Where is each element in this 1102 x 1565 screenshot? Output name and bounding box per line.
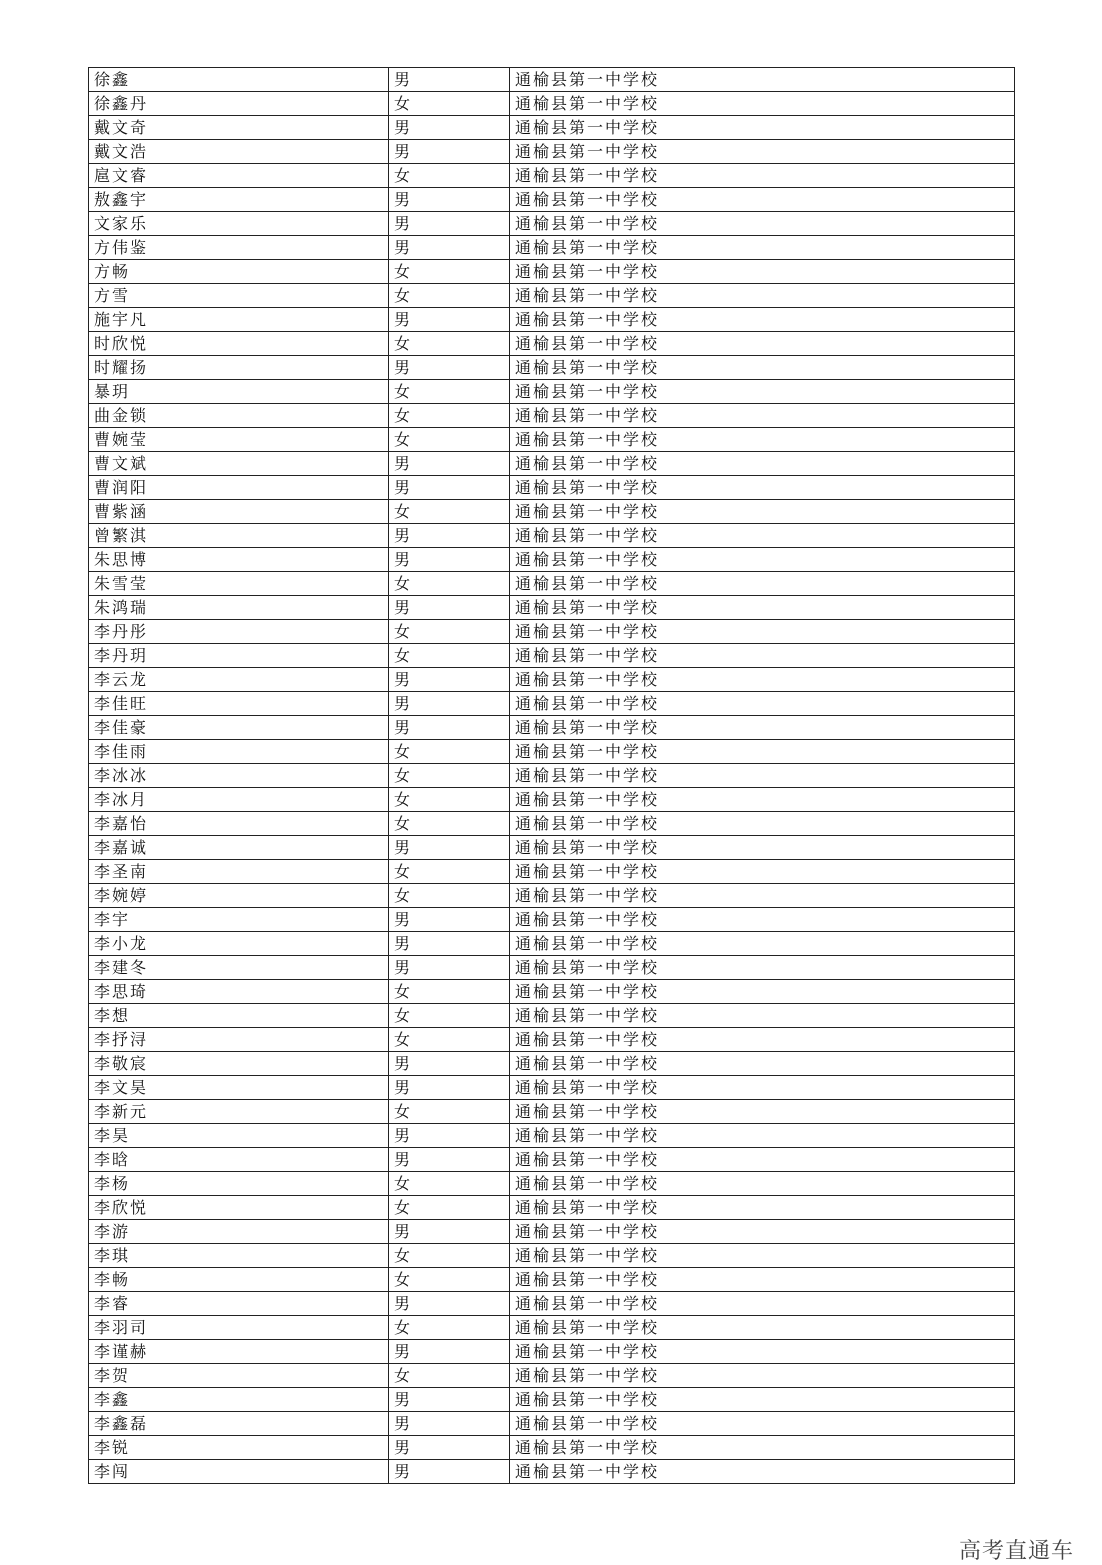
gender-cell: 男 [389,1292,510,1316]
gender-cell: 男 [389,116,510,140]
student-name-cell: 扈文睿 [89,164,389,188]
table-row [89,596,1015,620]
gender-cell: 男 [389,356,510,380]
school-cell: 通榆县第一中学校 [510,1268,1015,1292]
table-row [89,1412,1015,1436]
gender-cell: 男 [389,452,510,476]
gender-cell: 男 [389,908,510,932]
school-cell: 通榆县第一中学校 [510,1052,1015,1076]
table-row [89,524,1015,548]
gender-cell: 男 [389,1052,510,1076]
table-row [89,668,1015,692]
school-cell: 通榆县第一中学校 [510,1172,1015,1196]
gender-cell: 女 [389,428,510,452]
student-name-cell: 李闯 [89,1460,389,1484]
table-row [89,1004,1015,1028]
school-cell: 通榆县第一中学校 [510,1412,1015,1436]
table-row [89,812,1015,836]
school-cell: 通榆县第一中学校 [510,1316,1015,1340]
student-name-cell: 敖鑫宇 [89,188,389,212]
student-name-cell: 李丹玥 [89,644,389,668]
table-row [89,956,1015,980]
gender-cell: 男 [389,596,510,620]
school-cell: 通榆县第一中学校 [510,140,1015,164]
student-name-cell: 李琪 [89,1244,389,1268]
table-row [89,1148,1015,1172]
gender-cell: 男 [389,836,510,860]
school-cell: 通榆县第一中学校 [510,932,1015,956]
student-name-cell: 曹润阳 [89,476,389,500]
table-row [89,356,1015,380]
student-name-cell: 朱鸿瑞 [89,596,389,620]
table-row [89,980,1015,1004]
gender-cell: 男 [389,1460,510,1484]
table-row [89,68,1015,92]
table-row [89,1460,1015,1484]
gender-cell: 男 [389,1388,510,1412]
school-cell: 通榆县第一中学校 [510,356,1015,380]
student-name-cell: 李佳豪 [89,716,389,740]
table-row [89,1436,1015,1460]
gender-cell: 女 [389,500,510,524]
school-cell: 通榆县第一中学校 [510,284,1015,308]
school-cell: 通榆县第一中学校 [510,68,1015,92]
gender-cell: 男 [389,236,510,260]
student-name-cell: 李圣南 [89,860,389,884]
table-row [89,236,1015,260]
student-name-cell: 李羽司 [89,1316,389,1340]
gender-cell: 男 [389,212,510,236]
student-name-cell: 文家乐 [89,212,389,236]
gender-cell: 男 [389,1076,510,1100]
school-cell: 通榆县第一中学校 [510,956,1015,980]
student-name-cell: 李想 [89,1004,389,1028]
gender-cell: 女 [389,788,510,812]
student-name-cell: 徐鑫丹 [89,92,389,116]
school-cell: 通榆县第一中学校 [510,1340,1015,1364]
school-cell: 通榆县第一中学校 [510,1196,1015,1220]
gender-cell: 女 [389,740,510,764]
gender-cell: 男 [389,548,510,572]
gender-cell: 女 [389,380,510,404]
gender-cell: 女 [389,1028,510,1052]
gender-cell: 女 [389,1196,510,1220]
gender-cell: 女 [389,284,510,308]
gender-cell: 女 [389,884,510,908]
gender-cell: 男 [389,476,510,500]
student-name-cell: 李鑫 [89,1388,389,1412]
student-name-cell: 李晗 [89,1148,389,1172]
student-name-cell: 李游 [89,1220,389,1244]
student-name-cell: 李畅 [89,1268,389,1292]
table-row [89,1340,1015,1364]
table-row [89,284,1015,308]
gender-cell: 男 [389,1436,510,1460]
table-row [89,1172,1015,1196]
gender-cell: 男 [389,1220,510,1244]
school-cell: 通榆县第一中学校 [510,164,1015,188]
gender-cell: 女 [389,812,510,836]
table-row [89,452,1015,476]
student-name-cell: 李婉婷 [89,884,389,908]
table-row [89,764,1015,788]
school-cell: 通榆县第一中学校 [510,212,1015,236]
gender-cell: 女 [389,1364,510,1388]
table-row [89,1292,1015,1316]
student-name-cell: 朱雪莹 [89,572,389,596]
school-cell: 通榆县第一中学校 [510,452,1015,476]
table-row [89,260,1015,284]
school-cell: 通榆县第一中学校 [510,716,1015,740]
school-cell: 通榆县第一中学校 [510,836,1015,860]
school-cell: 通榆县第一中学校 [510,236,1015,260]
student-name-cell: 李丹彤 [89,620,389,644]
student-name-cell: 方畅 [89,260,389,284]
school-cell: 通榆县第一中学校 [510,1364,1015,1388]
school-cell: 通榆县第一中学校 [510,692,1015,716]
table-row [89,620,1015,644]
table-row [89,1388,1015,1412]
student-roster-table [88,67,1015,1484]
gender-cell: 男 [389,68,510,92]
student-name-cell: 方伟鉴 [89,236,389,260]
student-name-cell: 李欣悦 [89,1196,389,1220]
gender-cell: 女 [389,1100,510,1124]
table-row [89,1244,1015,1268]
student-name-cell: 李敬宸 [89,1052,389,1076]
gender-cell: 男 [389,524,510,548]
student-name-cell: 李锐 [89,1436,389,1460]
student-name-cell: 戴文奇 [89,116,389,140]
table-row [89,380,1015,404]
roster-body [89,68,1015,1484]
school-cell: 通榆县第一中学校 [510,788,1015,812]
table-row [89,716,1015,740]
table-row [89,836,1015,860]
table-row [89,428,1015,452]
school-cell: 通榆县第一中学校 [510,1244,1015,1268]
student-name-cell: 李冰月 [89,788,389,812]
table-row [89,860,1015,884]
student-name-cell: 曹文斌 [89,452,389,476]
student-name-cell: 李新元 [89,1100,389,1124]
student-name-cell: 李佳旺 [89,692,389,716]
school-cell: 通榆县第一中学校 [510,380,1015,404]
school-cell: 通榆县第一中学校 [510,620,1015,644]
watermark-text: 高考直通车 [958,1539,1074,1564]
school-cell: 通榆县第一中学校 [510,1292,1015,1316]
student-name-cell: 李文昊 [89,1076,389,1100]
gender-cell: 女 [389,92,510,116]
table-row [89,692,1015,716]
table-row [89,644,1015,668]
school-cell: 通榆县第一中学校 [510,884,1015,908]
table-row [89,188,1015,212]
student-name-cell: 时欣悦 [89,332,389,356]
student-name-cell: 暴玥 [89,380,389,404]
student-name-cell: 李佳雨 [89,740,389,764]
gender-cell: 男 [389,308,510,332]
gender-cell: 男 [389,1148,510,1172]
gender-cell: 女 [389,764,510,788]
student-name-cell: 李嘉诚 [89,836,389,860]
table-row [89,476,1015,500]
table-row [89,1124,1015,1148]
gender-cell: 男 [389,932,510,956]
gender-cell: 女 [389,620,510,644]
table-row [89,1076,1015,1100]
school-cell: 通榆县第一中学校 [510,260,1015,284]
gender-cell: 男 [389,692,510,716]
table-row [89,164,1015,188]
gender-cell: 女 [389,332,510,356]
table-row [89,332,1015,356]
student-name-cell: 李建冬 [89,956,389,980]
student-name-cell: 李冰冰 [89,764,389,788]
table-row [89,740,1015,764]
gender-cell: 女 [389,404,510,428]
student-name-cell: 曹婉莹 [89,428,389,452]
school-cell: 通榆县第一中学校 [510,1124,1015,1148]
gender-cell: 女 [389,260,510,284]
table-row [89,1220,1015,1244]
gender-cell: 男 [389,716,510,740]
student-name-cell: 李宇 [89,908,389,932]
gender-cell: 男 [389,188,510,212]
table-row [89,308,1015,332]
school-cell: 通榆县第一中学校 [510,1220,1015,1244]
gender-cell: 女 [389,860,510,884]
table-row [89,884,1015,908]
table-row [89,1268,1015,1292]
table-row [89,116,1015,140]
table-row [89,1052,1015,1076]
school-cell: 通榆县第一中学校 [510,908,1015,932]
gender-cell: 女 [389,1268,510,1292]
gender-cell: 男 [389,1412,510,1436]
table-row [89,908,1015,932]
student-name-cell: 曾繁淇 [89,524,389,548]
student-name-cell: 施宇凡 [89,308,389,332]
gender-cell: 男 [389,956,510,980]
student-name-cell: 李谨赫 [89,1340,389,1364]
school-cell: 通榆县第一中学校 [510,1100,1015,1124]
table-row [89,1196,1015,1220]
school-cell: 通榆县第一中学校 [510,92,1015,116]
student-name-cell: 方雪 [89,284,389,308]
student-name-cell: 李睿 [89,1292,389,1316]
student-name-cell: 李鑫磊 [89,1412,389,1436]
school-cell: 通榆县第一中学校 [510,1004,1015,1028]
school-cell: 通榆县第一中学校 [510,500,1015,524]
student-name-cell: 李杨 [89,1172,389,1196]
school-cell: 通榆县第一中学校 [510,860,1015,884]
table-row [89,1100,1015,1124]
student-name-cell: 时耀扬 [89,356,389,380]
student-name-cell: 李云龙 [89,668,389,692]
school-cell: 通榆县第一中学校 [510,1388,1015,1412]
student-name-cell: 李小龙 [89,932,389,956]
student-name-cell: 徐鑫 [89,68,389,92]
gender-cell: 女 [389,1172,510,1196]
school-cell: 通榆县第一中学校 [510,764,1015,788]
school-cell: 通榆县第一中学校 [510,1076,1015,1100]
gender-cell: 女 [389,572,510,596]
table-row [89,572,1015,596]
table-row [89,932,1015,956]
school-cell: 通榆县第一中学校 [510,428,1015,452]
table-row [89,212,1015,236]
gender-cell: 女 [389,644,510,668]
school-cell: 通榆县第一中学校 [510,1028,1015,1052]
school-cell: 通榆县第一中学校 [510,812,1015,836]
table-row [89,500,1015,524]
student-name-cell: 李嘉怡 [89,812,389,836]
student-name-cell: 李昊 [89,1124,389,1148]
student-name-cell: 李思琦 [89,980,389,1004]
gender-cell: 女 [389,1316,510,1340]
table-row [89,788,1015,812]
school-cell: 通榆县第一中学校 [510,524,1015,548]
school-cell: 通榆县第一中学校 [510,1436,1015,1460]
school-cell: 通榆县第一中学校 [510,404,1015,428]
school-cell: 通榆县第一中学校 [510,1148,1015,1172]
school-cell: 通榆县第一中学校 [510,188,1015,212]
school-cell: 通榆县第一中学校 [510,740,1015,764]
table-row [89,1316,1015,1340]
table-row [89,92,1015,116]
school-cell: 通榆县第一中学校 [510,572,1015,596]
student-name-cell: 李抒浔 [89,1028,389,1052]
gender-cell: 女 [389,980,510,1004]
gender-cell: 男 [389,140,510,164]
school-cell: 通榆县第一中学校 [510,1460,1015,1484]
student-name-cell: 戴文浩 [89,140,389,164]
gender-cell: 男 [389,668,510,692]
school-cell: 通榆县第一中学校 [510,332,1015,356]
school-cell: 通榆县第一中学校 [510,668,1015,692]
student-name-cell: 曹紫涵 [89,500,389,524]
school-cell: 通榆县第一中学校 [510,596,1015,620]
table-row [89,548,1015,572]
gender-cell: 女 [389,1244,510,1268]
gender-cell: 女 [389,164,510,188]
student-name-cell: 曲金锁 [89,404,389,428]
school-cell: 通榆县第一中学校 [510,476,1015,500]
table-row [89,404,1015,428]
school-cell: 通榆县第一中学校 [510,548,1015,572]
table-row [89,140,1015,164]
gender-cell: 男 [389,1124,510,1148]
table-row [89,1364,1015,1388]
student-name-cell: 李贺 [89,1364,389,1388]
gender-cell: 女 [389,1004,510,1028]
school-cell: 通榆县第一中学校 [510,308,1015,332]
gender-cell: 男 [389,1340,510,1364]
table-row [89,1028,1015,1052]
student-name-cell: 朱思博 [89,548,389,572]
school-cell: 通榆县第一中学校 [510,644,1015,668]
school-cell: 通榆县第一中学校 [510,980,1015,1004]
school-cell: 通榆县第一中学校 [510,116,1015,140]
